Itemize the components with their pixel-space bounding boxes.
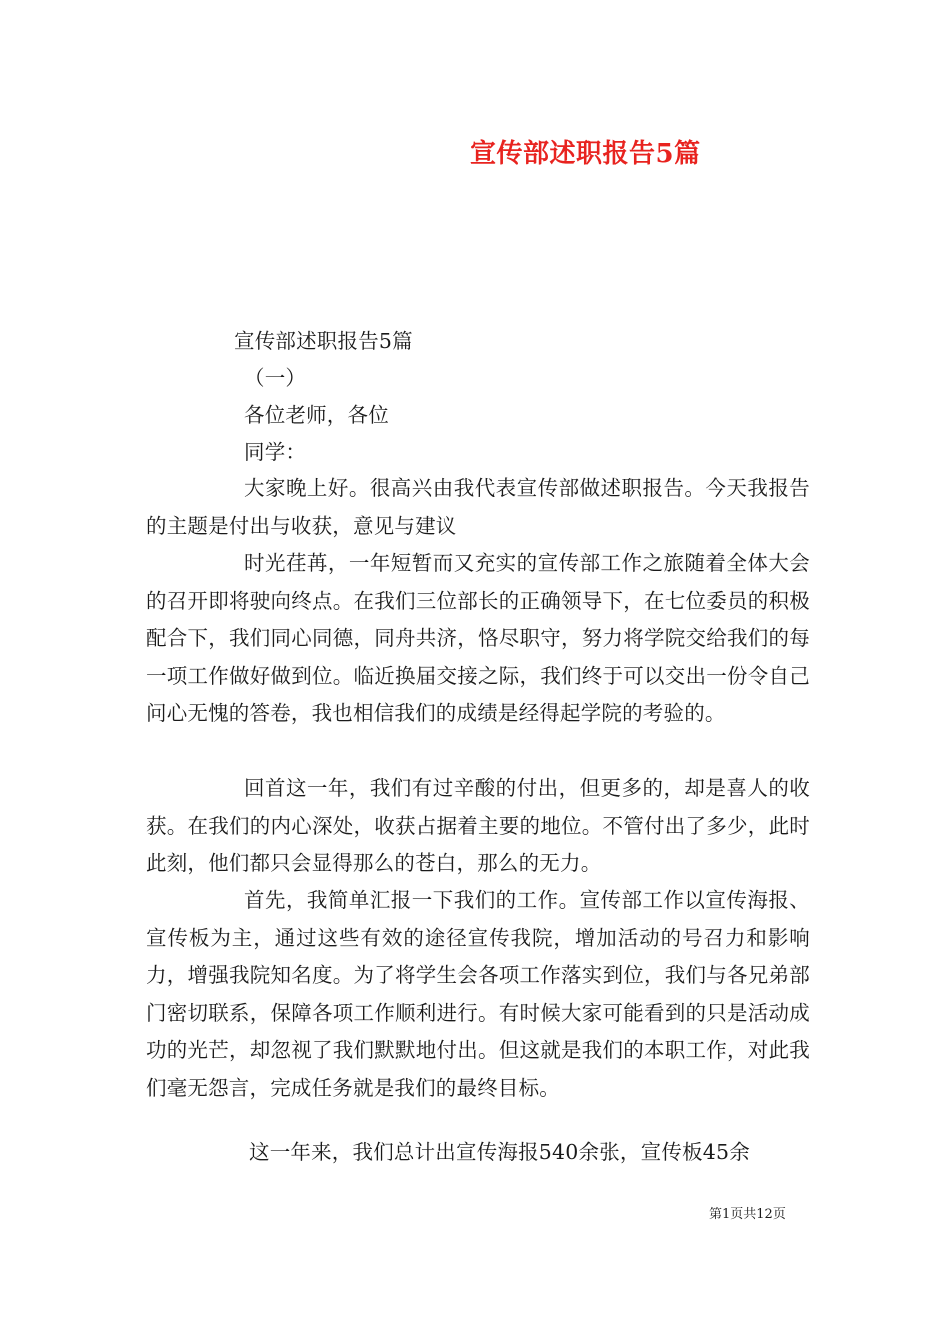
- salutation-line-1: 各位老师，各位: [244, 403, 389, 427]
- paragraph-4: 首先，我简单汇报一下我们的工作。宣传部工作以宣传海报、宣传板为主，通过这些有效的途径宣传我院，增加活动的号召力和影响力，增强我院知名度。为了将学生会各项工作落实到位，我们与各兄弟部门密切联系，保障各项工作顺利进行。有时候大家可能看到的只是活动成功的光芒，却忽视了我们默默地付出。但这就是我们的本职工作，对此我们毫无怨言，完成任务就是我们的最终目标。: [146, 888, 810, 1100]
- document-subtitle: 宣传部述职报告5篇: [234, 329, 413, 353]
- paragraph-3: 回首这一年，我们有过辛酸的付出，但更多的，却是喜人的收获。在我们的内心深处，收获占据着主要的地位。不管付出了多少，此时此刻，他们都只会显得那么的苍白，那么的无力。: [146, 776, 810, 875]
- paragraph-1: 大家晚上好。很高兴由我代表宣传部做述职报告。今天我报告的主题是付出与收获，意见与建议: [146, 476, 810, 538]
- page-footer: 第1页共12页: [709, 1207, 786, 1222]
- document-title: 宣传部述职报告5篇: [470, 139, 701, 169]
- salutation-line-2: 同学：: [244, 440, 307, 464]
- paragraph-5: 这一年来，我们总计出宣传海报540余张，宣传板45余: [249, 1140, 750, 1164]
- section-label: （一）: [244, 366, 307, 390]
- paragraph-2: 时光荏苒，一年短暂而又充实的宣传部工作之旅随着全体大会的召开即将驶向终点。在我们三位部长的正确领导下，在七位委员的积极配合下，我们同心同德，同舟共济，恪尽职守，努力将学院交给我们的每一项工作做好做到位。临近换届交接之际，我们终于可以交出一份令自己问心无愧的答卷，我也相信我们的成绩是经得起学院的考验的。: [146, 551, 810, 725]
